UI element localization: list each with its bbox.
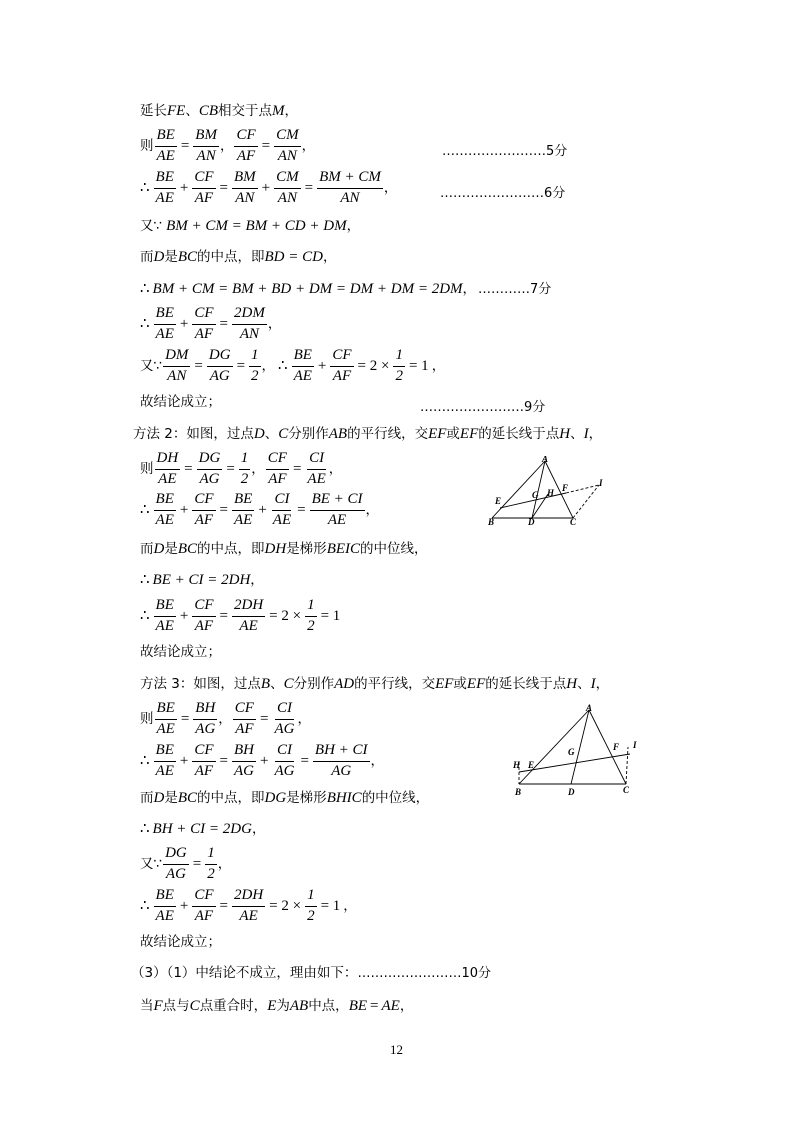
frac: $\frac{BE}{AE}$ [233,491,253,528]
frac: $\frac{BH + CI}{AG}$ [314,742,368,779]
line-m2-dh: 则 $\frac{DH}{AE}$ = $\frac{DG}{AG}$ = $\frac{1}{2}$ ， $\frac{CF}{AF}$ = $\frac{CI}{AE}$ ， [140,450,343,487]
line-m3-sum: ∴ $\frac{BE}{AE}$ + $\frac{CF}{AF}$ = $\frac{BH}{AG}$ + $\frac{CI}{AG}$ = $\frac{BH + CI}{AG}$ ， [140,742,385,779]
frac: $\frac{1}{2}$ [307,597,315,634]
frac: $\frac{2DH}{AE}$ [233,887,264,924]
line-m2-be-ci: ∴ BE + CI = 2DH ， [140,571,264,588]
line-long-eq: ∴ BM + CM = BM + BD + DM = DM + DM = 2DM ， …………7分 [140,280,552,297]
frac: $\frac{DG}{AG}$ [198,450,221,487]
line-d-midpoint: 而 D 是 BC 的中点，即 BD = CD ， [140,248,337,265]
fig1-label: H [547,488,555,498]
method-2-title: 方法 2：如图，过点 D 、 C 分别作 AB 的平行线，交 EF 或 EF 的延长线于点 H 、 I ， [133,425,603,442]
score-10: ……………………10分 [357,966,491,982]
frac: $\frac{BE}{AE}$ [155,169,174,206]
frac: $\frac{1}{2}$ [395,347,403,384]
line-m2-midline: 而 D 是 BC 的中点，即 DH 是梯形 BEIC 的中位线， [140,540,428,557]
fig1-label: D [528,517,535,526]
frac: $\frac{BE}{AE}$ [293,347,312,384]
fig2-label: E [528,760,535,770]
frac: $\frac{CM}{AN}$ [276,169,299,206]
frac: $\frac{CF}{AF}$ [194,305,214,342]
frac: $\frac{BE}{AE}$ [155,742,174,779]
frac: $\frac{CI}{AG}$ [274,742,295,779]
frac: $\frac{CF}{AF}$ [332,347,352,384]
line-m3-dg-ag: 又∵ $\frac{DG}{AG}$ = $\frac{1}{2}$ ， [140,845,232,882]
line-dm-an: 又∵ $\frac{DM}{AN}$ = $\frac{DG}{AG}$ = $\frac{1}{2}$ ， ∴ $\frac{BE}{AE}$ + $\frac{CF}{AF}$ = 2 × $\frac{1}{2}$ = 1 ， [140,347,446,384]
line-m3-result: ∴ $\frac{BE}{AE}$ + $\frac{CF}{AF}$ = $\frac{2DH}{AE}$ = 2 × $\frac{1}{2}$ = 1 ， [140,887,357,924]
fig2-label: B [515,787,522,797]
fig1-label: F [562,483,569,493]
frac: $\frac{CF}{AF}$ [267,450,287,487]
fig1-label: I [599,478,603,488]
line-sum-ratio: ∴ $\frac{BE}{AE}$ + $\frac{CF}{AF}$ = $\frac{BM}{AN}$ + $\frac{CM}{AN}$ = $\frac{BM + CM}{AN}$ ， [140,169,398,206]
frac: $\frac{CF}{AF}$ [194,742,214,779]
frac: $\frac{BH}{AG}$ [195,700,216,737]
line-conclusion-1: 故结论成立； [140,394,221,410]
frac: $\frac{BM}{AN}$ [233,169,256,206]
frac: $\frac{2DH}{AE}$ [233,597,264,634]
fig1-label: E [495,496,502,506]
score-6: ……………………6分 [440,186,566,201]
frac: $\frac{DG}{AG}$ [165,845,187,882]
frac: $\frac{BM}{AN}$ [195,127,217,164]
frac: $\frac{BE}{AE}$ [156,700,175,737]
page-number: 12 [390,1042,403,1057]
frac: $\frac{1}{2}$ [251,347,259,384]
line-because-bm-cm: 又∵ BM + CM = BM + CD + DM ， [140,217,361,234]
line-conclusion-3: 故结论成立； [140,934,221,950]
frac: $\frac{CF}{AF}$ [194,491,214,528]
line-part-3: （3）（1）中结论不成立，理由如下： ……………………10分 [131,965,491,982]
fig1-label: C [570,517,577,526]
fig2-label: I [633,740,637,750]
line-m3-bh-ci: ∴ BH + CI = 2DG ， [140,820,266,837]
fig2-label: G [568,747,575,757]
line-conclusion-2: 故结论成立； [140,644,221,660]
frac: $\frac{2DM}{AN}$ [233,305,265,342]
frac: $\frac{BE}{AE}$ [155,305,174,342]
frac: $\frac{CI}{AG}$ [274,700,295,737]
line-m3-bh: 则 $\frac{BE}{AE}$ = $\frac{BH}{AG}$ ， $\frac{CF}{AF}$ = $\frac{CI}{AG}$ ， [140,700,311,737]
frac: $\frac{BE}{AE}$ [155,887,174,924]
fig1-label: A [542,456,549,464]
frac: $\frac{BE}{AE}$ [155,491,174,528]
fig2-label: C [623,785,630,795]
frac: $\frac{1}{2}$ [240,450,249,487]
frac: $\frac{CI}{AE}$ [272,491,292,528]
line-f-coincide-c: 当 F 点与 C 点重合时， E 为 AB 中点， BE = AE ， [140,997,414,1014]
frac: $\frac{DG}{AG}$ [208,347,231,384]
figure-method-2 [486,456,616,526]
frac: $\frac{CF}{AF}$ [194,597,214,634]
frac: $\frac{CF}{AF}$ [194,169,214,206]
line-ratio-bm: 则 $\frac{BE}{AE}$ = $\frac{BM}{AN}$ ， $\frac{CF}{AF}$ = $\frac{CM}{AN}$ ， [140,127,316,164]
frac: $\frac{CM}{AN}$ [276,127,299,164]
frac: $\frac{CF}{AF}$ [194,887,214,924]
frac: $\frac{BM + CM}{AN}$ [319,169,381,206]
frac: $\frac{1}{2}$ [207,845,215,882]
method-3-title: 方法 3：如图，过点 B 、 C 分别作 AD 的平行线，交 EF 或 EF 的延长线于点 H 、 I ， [140,675,610,692]
score-5: ……………………5分 [442,144,568,159]
line-sum-2dm: ∴ $\frac{BE}{AE}$ + $\frac{CF}{AF}$ = $\frac{2DM}{AN}$ ， [140,305,282,342]
frac: $\frac{CI}{AE}$ [307,450,326,487]
frac: $\frac{DH}{AE}$ [156,450,179,487]
fig1-label: B [488,517,495,526]
fig2-label: A [586,703,593,713]
frac: $\frac{BE + CI}{AE}$ [311,491,363,528]
line-m2-result: ∴ $\frac{BE}{AE}$ + $\frac{CF}{AF}$ = $\frac{2DH}{AE}$ = 2 × $\frac{1}{2}$ = 1 [140,597,341,634]
figure-1-labels [487,456,603,526]
figure-method-3 [508,702,643,797]
figure-2-labels [512,703,637,797]
frac: $\frac{DM}{AN}$ [165,347,189,384]
fig2-label: F [613,742,620,752]
frac: $\frac{CF}{AF}$ [234,700,254,737]
frac: $\frac{CF}{AF}$ [236,127,256,164]
fig2-label: D [568,787,575,797]
frac: $\frac{BE}{AE}$ [156,127,175,164]
score-7: …………7分 [478,282,552,297]
fig1-label: G [532,490,539,500]
score-9: ……………………9分 [420,400,546,415]
frac: $\frac{1}{2}$ [307,887,315,924]
line-m2-sum: ∴ $\frac{BE}{AE}$ + $\frac{CF}{AF}$ = $\frac{BE}{AE}$ + $\frac{CI}{AE}$ = $\frac{BE + CI}{AE}$ ， [140,491,380,528]
frac: $\frac{BH}{AG}$ [233,742,254,779]
fig2-label: H [513,760,521,770]
line-extend-fe: 延长 FE 、 CB 相交于点 M ， [140,102,298,119]
frac: $\frac{BE}{AE}$ [155,597,174,634]
line-m3-midline: 而 D 是 BC 的中点，即 DG 是梯形 BHIC 的中位线， [140,789,430,806]
